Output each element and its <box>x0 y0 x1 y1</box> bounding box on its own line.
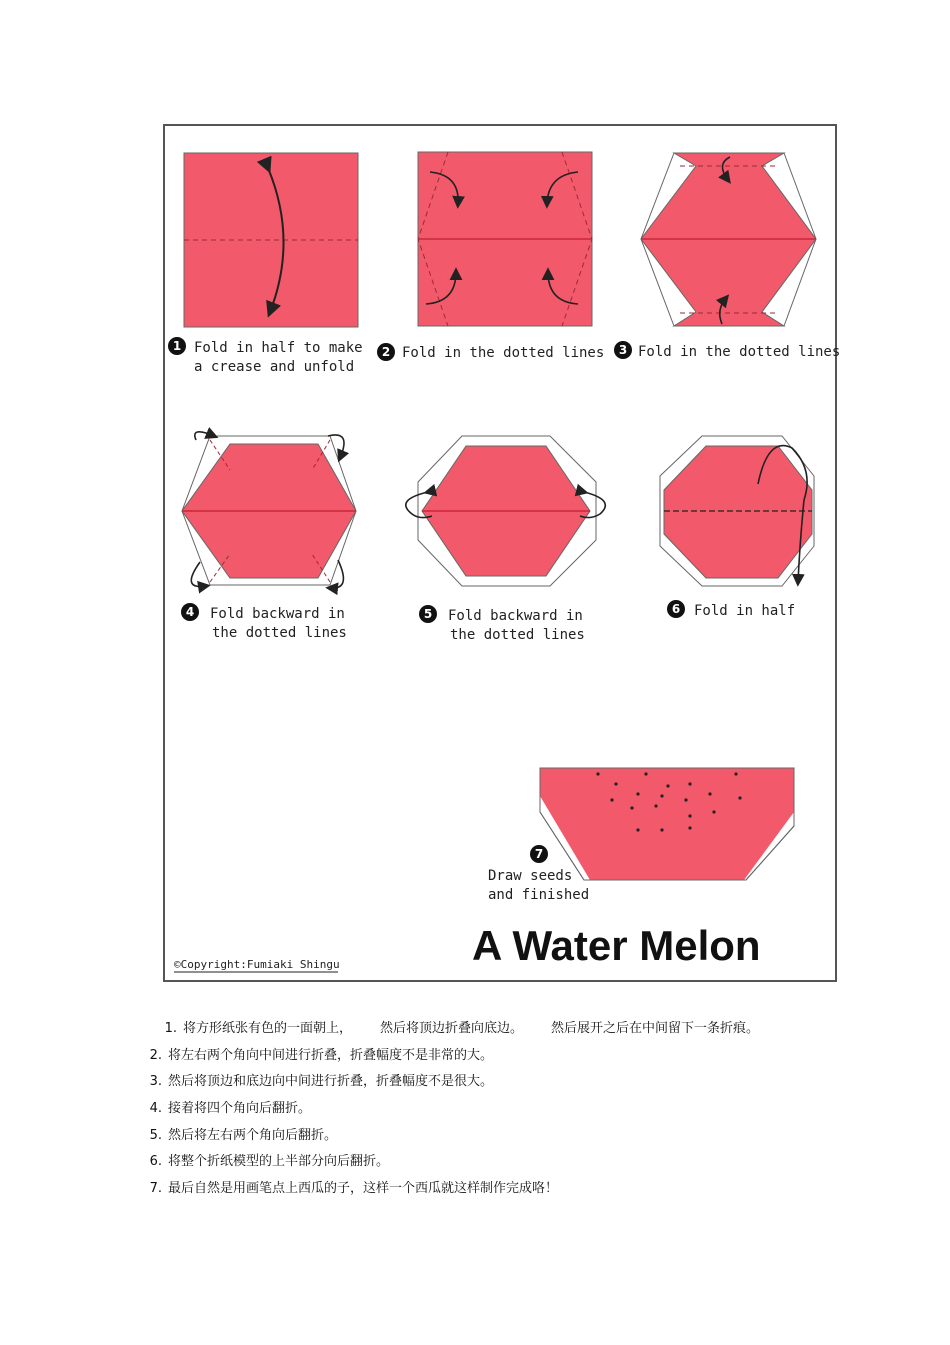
step-6-label: Fold in half <box>694 603 796 619</box>
instruction-number: 7. <box>149 1181 162 1197</box>
step-7-label-line2: and finished <box>488 887 590 903</box>
step-6-figure <box>660 436 814 586</box>
svg-text:4: 4 <box>185 605 195 619</box>
instruction-list <box>140 1016 900 1203</box>
instruction-text: 然后将顶边折叠向底边。 <box>380 1021 524 1036</box>
step-5-label-line2: the dotted lines <box>450 627 585 643</box>
instruction-item <box>140 1123 900 1150</box>
step-7-label-line1: Draw seeds <box>488 868 573 884</box>
step-4-figure <box>182 432 356 588</box>
instruction-item <box>140 1043 900 1070</box>
diagram-title: A Water Melon <box>472 922 761 969</box>
step-4-label-line1: Fold backward in <box>210 606 345 622</box>
instruction-text: 将整个折纸模型的上半部分向后翻折。 <box>168 1154 390 1170</box>
step-3-figure <box>641 153 816 326</box>
instruction-text: 将方形纸张有色的一面朝上， <box>183 1021 353 1036</box>
step-3-label: Fold in the dotted lines <box>638 344 841 360</box>
instruction-number: 3. <box>149 1074 162 1090</box>
step-2-label: Fold in the dotted lines <box>402 345 605 361</box>
copyright-note: ©Copyright:Fumiaki Shingu <box>174 958 340 971</box>
instruction-item <box>140 1149 900 1176</box>
instruction-text: 然后将左右两个角向后翻折。 <box>168 1127 338 1143</box>
svg-text:6: 6 <box>671 602 681 616</box>
step-5-label-line1: Fold backward in <box>448 608 583 624</box>
step-7-figure <box>540 768 794 880</box>
svg-text:2: 2 <box>381 345 391 359</box>
svg-text:1: 1 <box>172 339 182 353</box>
step-1-label-line1: Fold in half to make <box>194 340 363 356</box>
instruction-number: 6. <box>149 1154 162 1170</box>
instruction-text: 将左右两个角向中间进行折叠，折叠幅度不是非常的大。 <box>168 1047 494 1063</box>
instruction-text: 接着将四个角向后翻折。 <box>168 1101 312 1117</box>
instruction-number: 5. <box>149 1127 162 1143</box>
instruction-item <box>140 1176 900 1203</box>
instruction-item <box>140 1069 900 1096</box>
instruction-number: 1. <box>164 1021 177 1036</box>
instruction-text: 然后展开之后在中间留下一条折痕。 <box>551 1021 760 1036</box>
step-1-figure <box>184 153 358 327</box>
step-4-label-line2: the dotted lines <box>212 625 347 641</box>
step-2-figure <box>418 152 592 326</box>
instruction-text: 然后将顶边和底边向中间进行折叠，折叠幅度不是很大。 <box>168 1074 494 1090</box>
instruction-item <box>140 1016 900 1043</box>
step-1-label-line2: a crease and unfold <box>194 359 355 375</box>
instruction-number: 2. <box>149 1047 162 1063</box>
svg-text:5: 5 <box>423 607 433 621</box>
instruction-number: 4. <box>149 1101 162 1117</box>
instruction-item <box>140 1096 900 1123</box>
svg-text:3: 3 <box>618 343 628 357</box>
svg-text:7: 7 <box>534 847 544 861</box>
instruction-text: 最后自然是用画笔点上西瓜的子，这样一个西瓜就这样制作完成咯！ <box>168 1181 559 1197</box>
